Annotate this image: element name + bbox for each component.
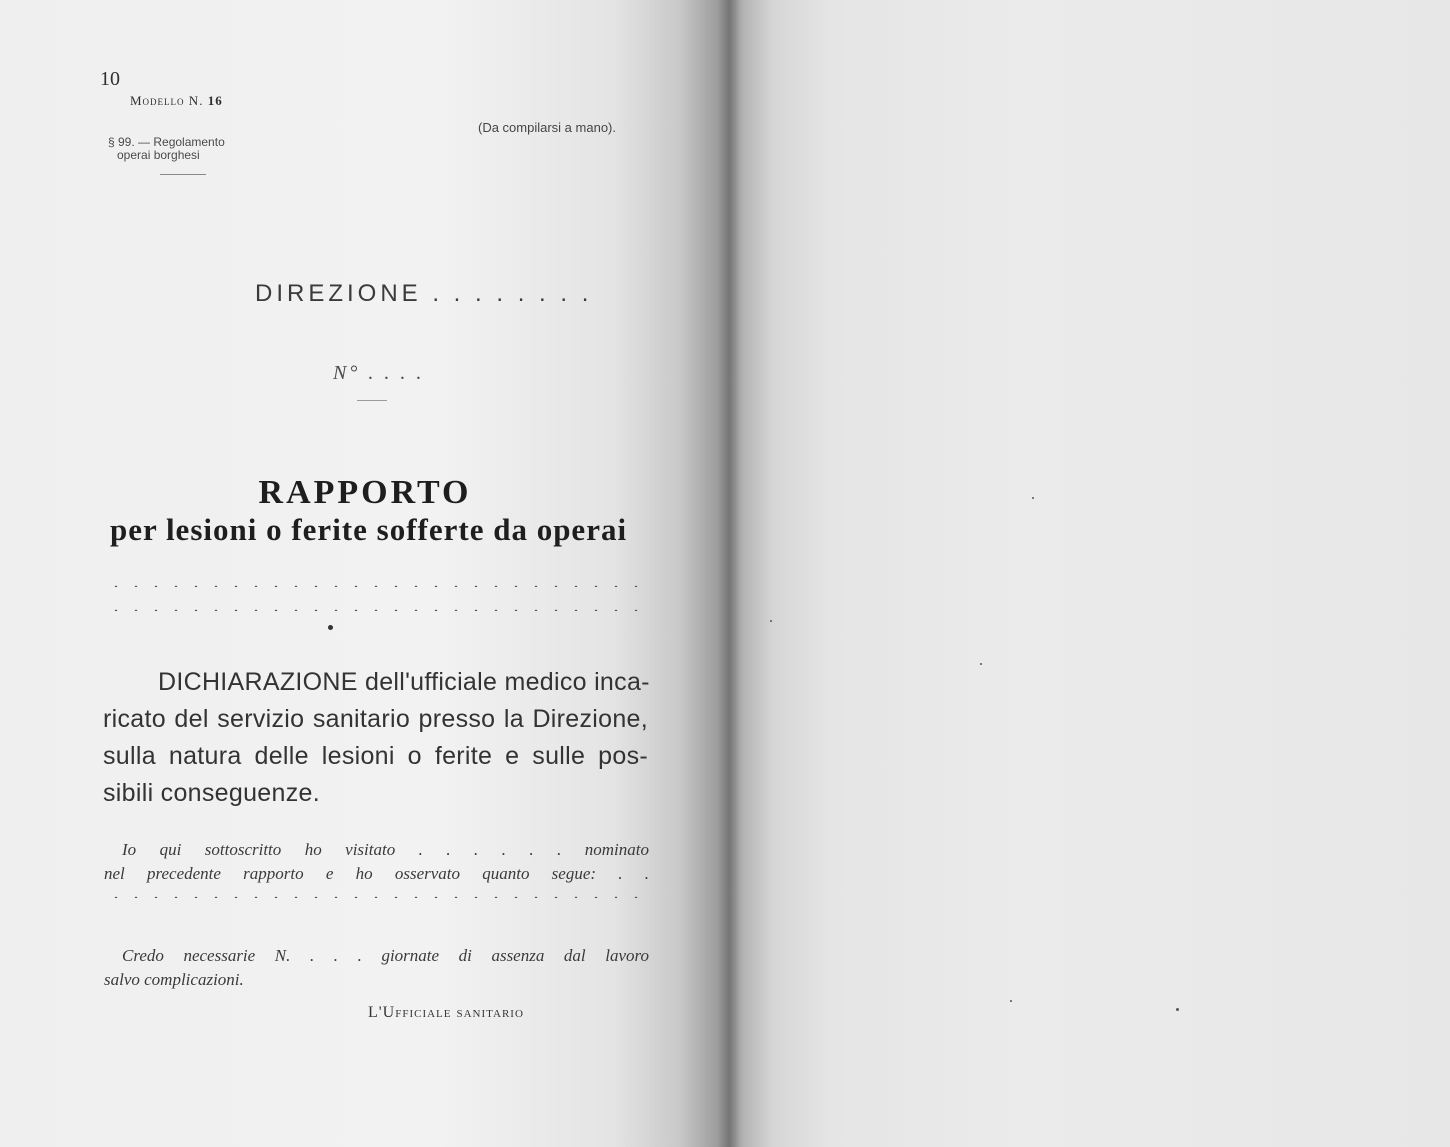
absence-statement	[104, 944, 649, 992]
model-label-text: Modello N.	[130, 93, 204, 108]
paper-speck	[1176, 1008, 1179, 1011]
report-subtitle: per lesioni o ferite sofferte da operai	[110, 512, 628, 547]
regulation-reference	[108, 136, 225, 162]
book-gutter	[718, 0, 740, 1147]
page-number: 10	[100, 68, 120, 90]
report-title: RAPPORTO	[258, 474, 472, 511]
regulation-line-1: § 99. — Regolamento	[108, 135, 225, 149]
visited-line: nel precedente rapporto e ho osservato quanto segue: . .	[104, 864, 649, 883]
handwritten-note: (Da compilarsi a mano).	[478, 120, 616, 135]
dotted-line	[106, 896, 646, 898]
declaration-line: sulla natura delle lesioni o ferite e sulle pos-	[103, 742, 648, 770]
paper-speck	[770, 620, 772, 622]
right-page	[730, 0, 1450, 1147]
visited-line: Io qui sottoscritto ho visitato . . . . . . nominato	[122, 840, 649, 859]
number-rule	[357, 400, 387, 401]
bullet-mark	[328, 625, 333, 630]
direction-field: DIREZIONE . . . . . . . .	[255, 280, 593, 307]
paper-speck	[980, 663, 982, 665]
model-label	[130, 93, 223, 109]
declaration-paragraph	[103, 664, 648, 812]
declaration-line: ricato del servizio sanitario presso la Direzione,	[103, 705, 648, 733]
dotted-line	[106, 585, 646, 587]
declaration-line: DICHIARAZIONE dell'ufficiale medico inca-	[158, 668, 650, 696]
model-number: 16	[207, 93, 223, 108]
dotted-line	[106, 609, 646, 611]
medical-officer-signature: L'Ufficiale sanitario	[368, 1004, 524, 1021]
absence-line: Credo necessarie N. . . . giornate di assenza dal lavoro	[122, 946, 649, 965]
paper-speck	[1032, 497, 1034, 499]
absence-line: salvo complicazioni.	[104, 970, 244, 989]
regulation-rule	[160, 174, 206, 175]
number-field: N° . . . .	[333, 362, 425, 384]
visited-statement	[104, 838, 649, 886]
paper-speck	[1010, 1000, 1012, 1002]
regulation-line-2: operai borghesi	[117, 148, 200, 162]
declaration-line: sibili conseguenze.	[103, 779, 320, 807]
